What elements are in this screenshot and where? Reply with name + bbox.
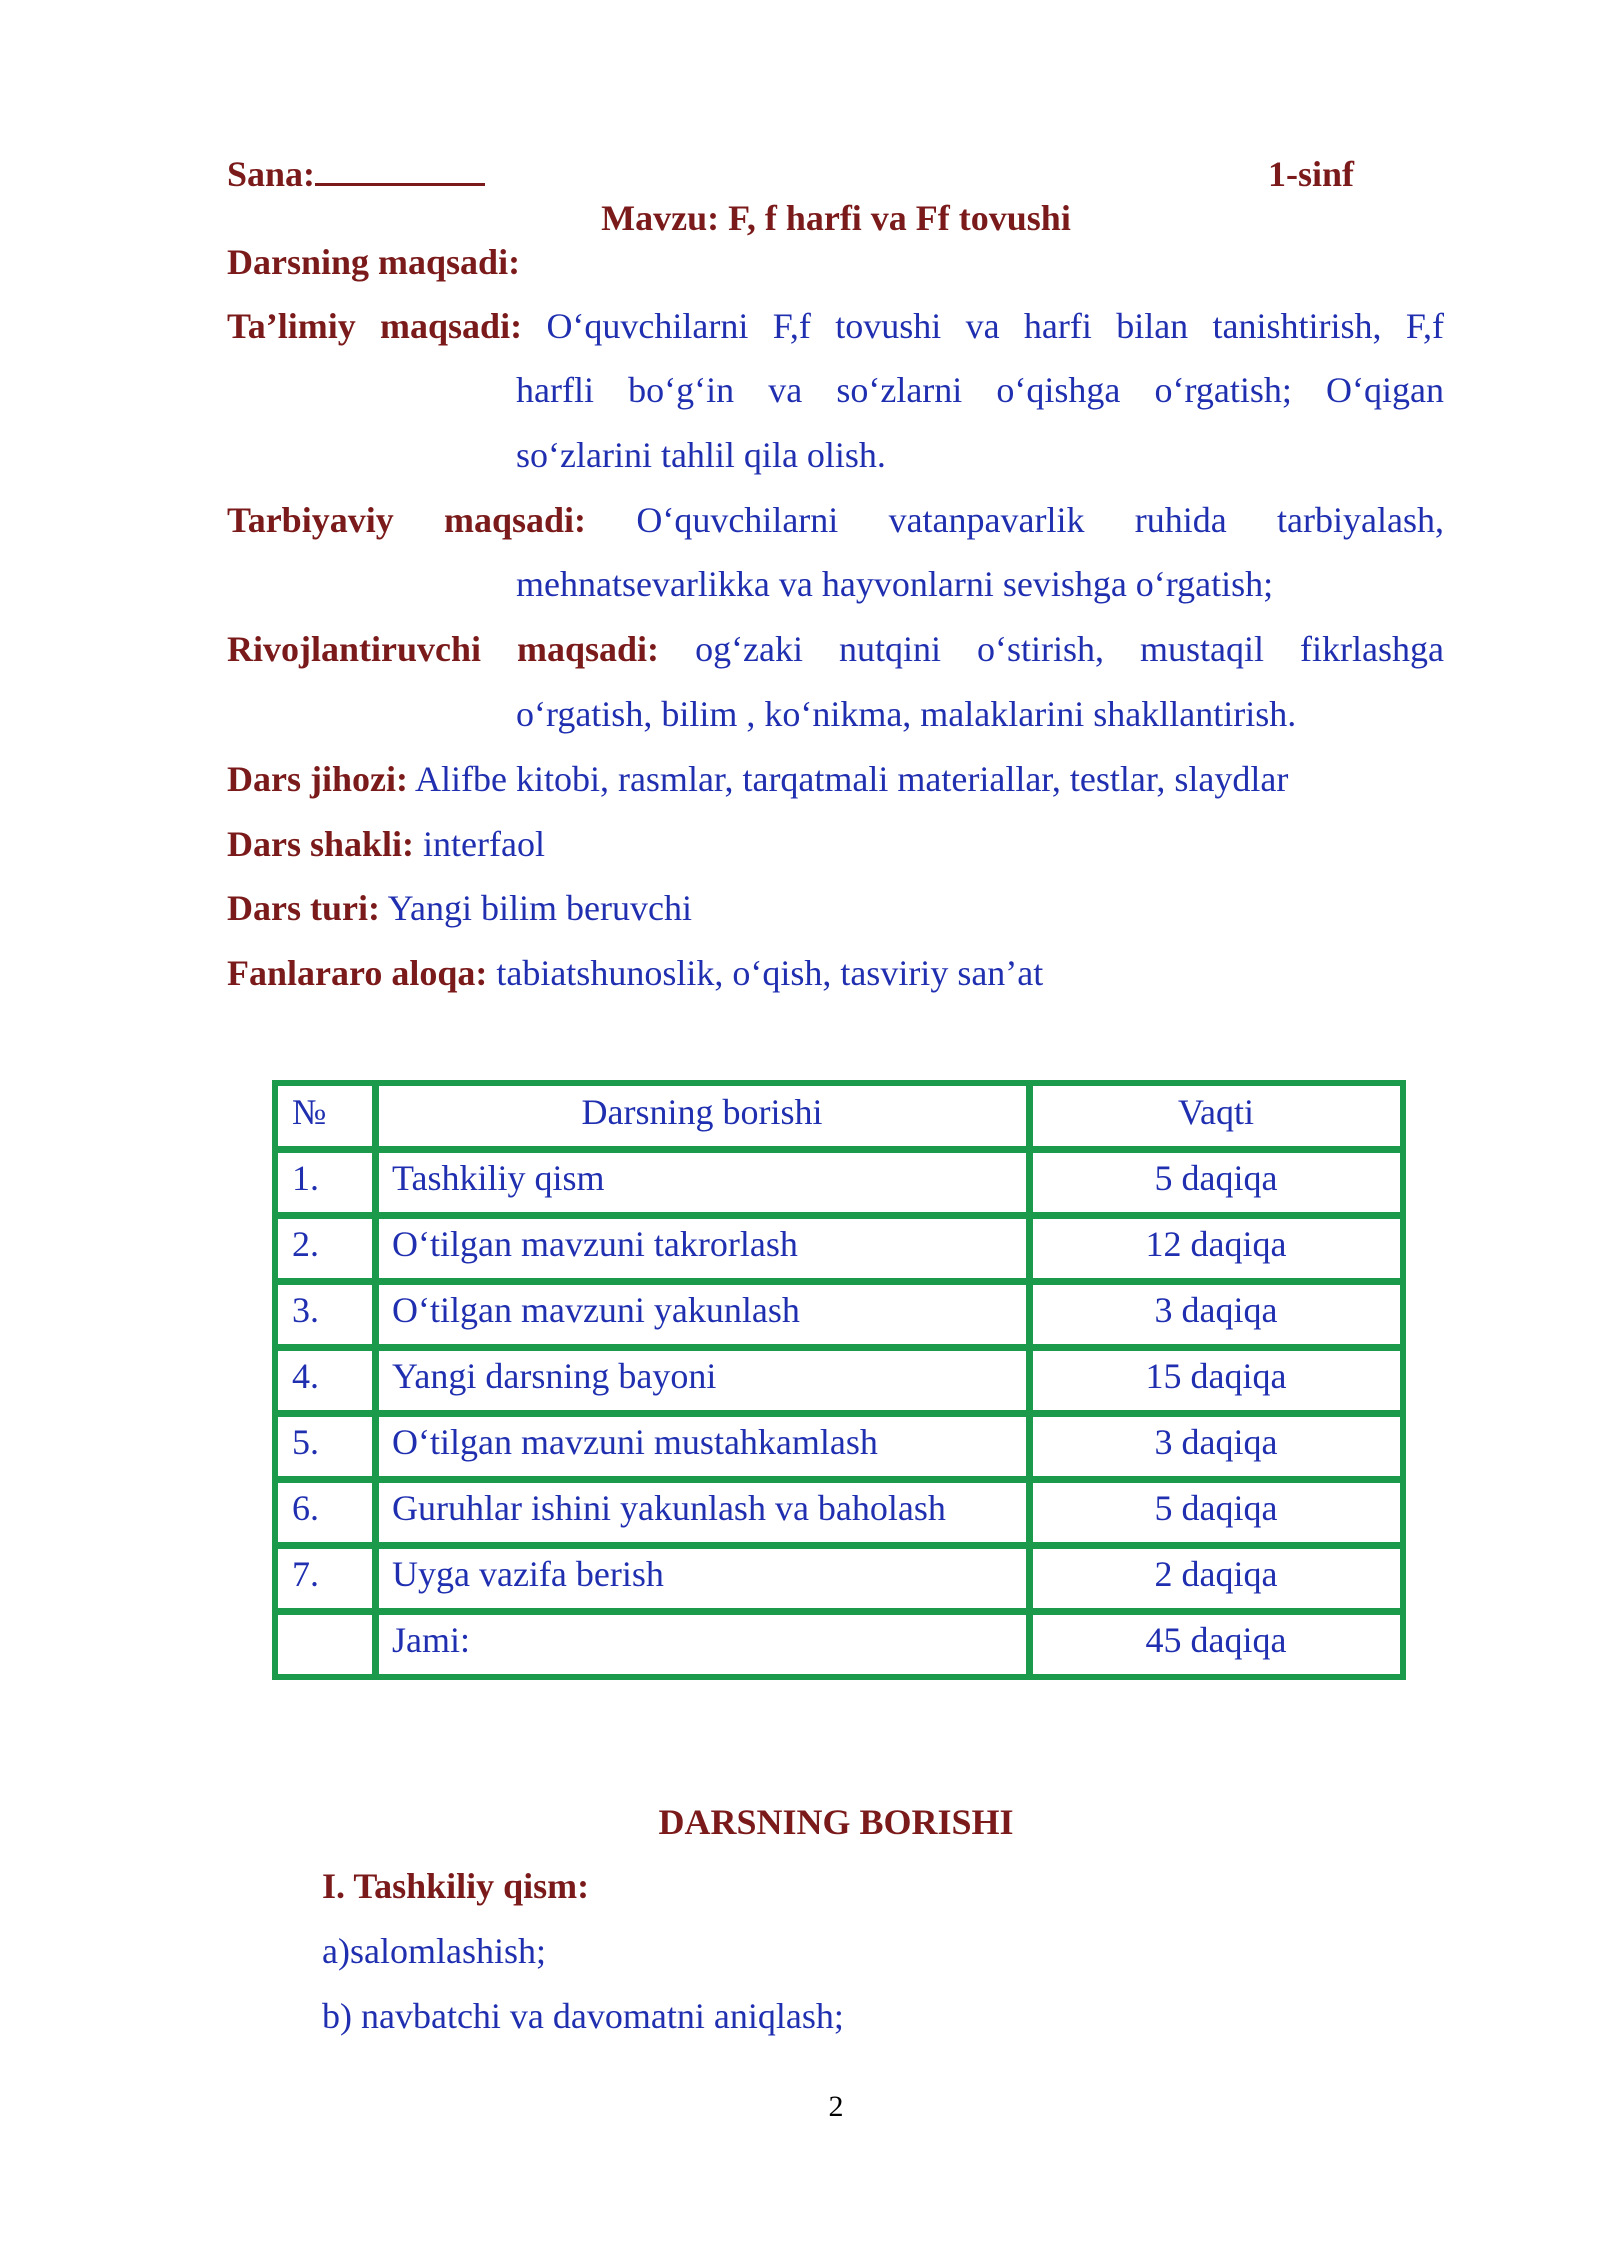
row-number: 6. <box>278 1482 378 1548</box>
row-activity: O‘tilgan mavzuni mustahkamlash <box>378 1416 1032 1482</box>
tarbiyaviy-label: Tarbiyaviy maqsadi: <box>227 500 587 540</box>
section-subtitle: I. Tashkiliy qism: <box>322 1866 590 1906</box>
shakl-label: Dars shakli: <box>227 824 415 864</box>
talimiy-text-2: harfli bo‘g‘in va so‘zlarni o‘qishga o‘rgatish; O‘qigan <box>516 370 1444 410</box>
row-time: 12 daqiqa <box>1032 1218 1400 1284</box>
talimiy-line-1 <box>227 304 1444 348</box>
sana-field <box>227 152 485 196</box>
table-row <box>278 1548 1400 1614</box>
turi-value: Yangi bilim beruvchi <box>387 888 692 928</box>
jihoz-row <box>227 757 1288 801</box>
page-number: 2 <box>828 2090 844 2123</box>
row-activity: Yangi darsning bayoni <box>378 1350 1032 1416</box>
table-row <box>278 1482 1400 1548</box>
row-number: 1. <box>278 1152 378 1218</box>
tarbiyaviy-text-2: mehnatsevarlikka va hayvonlarni sevishga o‘rgatish; <box>516 564 1274 604</box>
aloqa-label: Fanlararo aloqa: <box>227 953 488 993</box>
row-number: 2. <box>278 1218 378 1284</box>
table-row <box>278 1218 1400 1284</box>
talimiy-text-1: O‘quvchilarni F,f tovushi va harfi bilan tanishtirish, F,f <box>546 306 1444 346</box>
table-header-activity: Darsning borishi <box>378 1086 1032 1152</box>
talimiy-text-3: so‘zlarini tahlil qila olish. <box>516 435 886 475</box>
shakl-value: interfaol <box>423 824 545 864</box>
table-row <box>278 1284 1400 1350</box>
table-row <box>278 1416 1400 1482</box>
row-time: 5 daqiqa <box>1032 1152 1400 1218</box>
list-item-a: a)salomlashish; <box>322 1931 546 1971</box>
tarbiyaviy-line-1 <box>227 498 1444 542</box>
row-time: 3 daqiqa <box>1032 1284 1400 1350</box>
lesson-topic: Mavzu: F, f harfi va Ff tovushi <box>601 198 1071 238</box>
row-number: 3. <box>278 1284 378 1350</box>
row-activity: O‘tilgan mavzuni takrorlash <box>378 1218 1032 1284</box>
jihoz-value: Alifbe kitobi, rasmlar, tarqatmali materiallar, testlar, slaydlar <box>414 759 1289 799</box>
grade-label: 1-sinf <box>1268 154 1355 194</box>
row-activity: Uyga vazifa berish <box>378 1548 1032 1614</box>
row-activity: O‘tilgan mavzuni yakunlash <box>378 1284 1032 1350</box>
rivoj-line-1 <box>227 627 1444 671</box>
turi-row <box>227 886 692 930</box>
row-activity: Guruhlar ishini yakunlash va baholash <box>378 1482 1032 1548</box>
tarbiyaviy-text-1: O‘quvchilarni vatanpavarlik ruhida tarbiyalash, <box>636 500 1444 540</box>
row-time: 3 daqiqa <box>1032 1416 1400 1482</box>
table-header-number: № <box>278 1086 378 1152</box>
aloqa-value: tabiatshunoslik, o‘qish, tasviriy san’at <box>496 953 1044 993</box>
table-header-row <box>278 1086 1400 1152</box>
row-number: 5. <box>278 1416 378 1482</box>
sana-label: Sana: <box>227 154 316 194</box>
talimiy-label: Ta’limiy maqsadi: <box>227 306 523 346</box>
row-time: 2 daqiqa <box>1032 1548 1400 1614</box>
jihoz-label: Dars jihozi: <box>227 759 408 799</box>
aloqa-row <box>227 951 1043 995</box>
total-label: Jami: <box>378 1614 1032 1674</box>
row-number: 4. <box>278 1350 378 1416</box>
rivoj-text-2: o‘rgatish, bilim , ko‘nikma, malaklarini shakllantirish. <box>516 694 1297 734</box>
lesson-plan-table <box>272 1080 1406 1680</box>
rivoj-text-1: og‘zaki nutqini o‘stirish, mustaqil fikrlashga <box>695 629 1444 669</box>
table-row <box>278 1350 1400 1416</box>
turi-label: Dars turi: <box>227 888 380 928</box>
table-header-time: Vaqti <box>1032 1086 1400 1152</box>
row-time: 15 daqiqa <box>1032 1350 1400 1416</box>
section-title: DARSNING BORISHI <box>658 1802 1014 1842</box>
table-row <box>278 1152 1400 1218</box>
rivoj-label: Rivojlantiruvchi maqsadi: <box>227 629 660 669</box>
shakl-row <box>227 822 545 866</box>
sana-blank <box>315 153 485 186</box>
row-number <box>278 1614 378 1674</box>
total-time: 45 daqiqa <box>1032 1614 1400 1674</box>
list-item-b: b) navbatchi va davomatni aniqlash; <box>322 1996 844 2036</box>
table-total-row <box>278 1614 1400 1674</box>
objectives-heading: Darsning maqsadi: <box>227 242 521 282</box>
row-number: 7. <box>278 1548 378 1614</box>
row-activity: Tashkiliy qism <box>378 1152 1032 1218</box>
row-time: 5 daqiqa <box>1032 1482 1400 1548</box>
